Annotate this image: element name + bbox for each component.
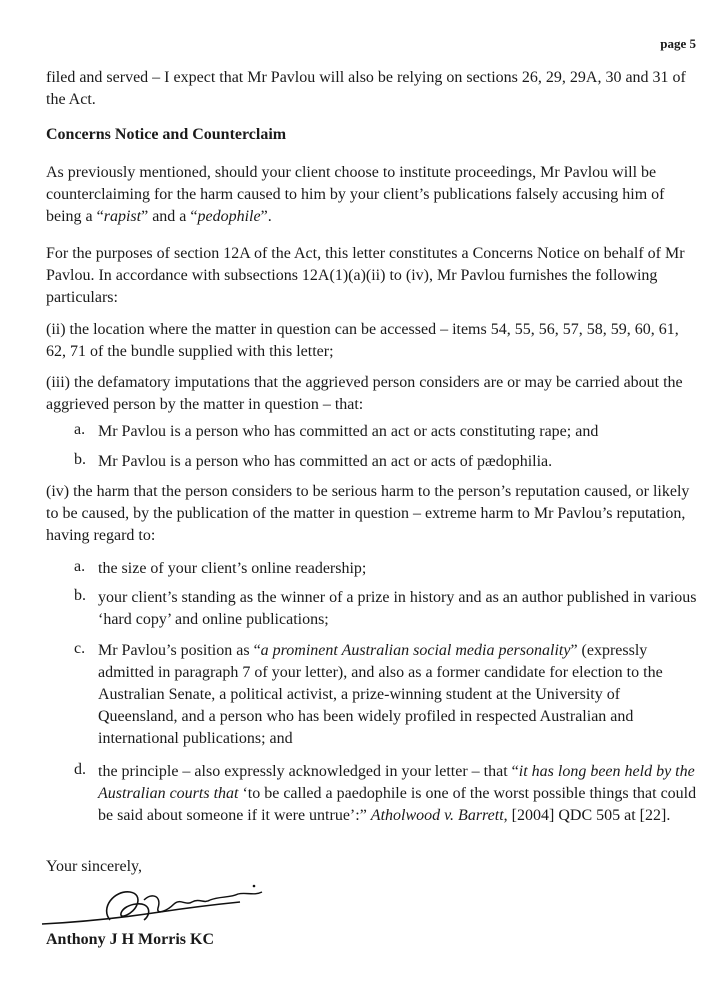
paragraph-harm: (iv) the harm that the person considers to be serious harm to the person’s reputation caused, or likely to be caused, by the publication of the matter in question – extreme harm to Mr Pavlou’s reputation, having regard to: (46, 483, 690, 544)
harm-marker: a. (74, 558, 86, 575)
harm-item: the size of your client’s online readership; (98, 560, 367, 577)
closing-salutation: Your sincerely, (46, 858, 142, 875)
counterclaim-text-end: ”. (260, 208, 272, 225)
harm-c-start: Mr Pavlou’s position as “ (98, 642, 261, 659)
case-citation: , [2004] QDC 505 at [22]. (503, 807, 671, 824)
quoted-term-pedophile: pedophile (197, 208, 261, 225)
paragraph-imputations: (iii) the defamatory imputations that the aggrieved person considers are or may be carried about the aggrieved person by the matter in question – that: (46, 374, 683, 413)
harm-marker: c. (74, 640, 86, 657)
quoted-term-rapist: rapist (103, 208, 142, 225)
section-heading: Concerns Notice and Counterclaim (46, 126, 287, 143)
paragraph-concerns-notice: For the purposes of section 12A of the Act, this letter constitutes a Concerns Notice on behalf of Mr Pavlou. In accordance with subsections 12A(1)(a)(ii) to (iv), Mr Pavlou furnishes the following particulars: (46, 245, 685, 306)
paragraph-location: (ii) the location where the matter in question can be accessed – items 54, 55, 56, 57, 58, 59, 60, 61, 62, 71 of the bundle supplied with this letter; (46, 321, 679, 360)
harm-d-start: the principle – also expressly acknowledged in your letter – that “ (98, 763, 519, 780)
harm-d-italic: it has long been held by the Australian courts that (98, 763, 695, 802)
harm-marker: d. (74, 761, 86, 778)
paragraph-counterclaim (46, 162, 698, 228)
counterclaim-text-mid: ” and a “ (141, 208, 198, 225)
imputation-item: Mr Pavlou is a person who has committed an act or acts constituting rape; and (98, 423, 599, 440)
harm-item: your client’s standing as the winner of a prize in history and as an author published in various ‘hard copy’ and online publications; (98, 589, 697, 628)
harm-marker: b. (74, 587, 86, 604)
harm-c-quote: a prominent Australian social media personality (260, 642, 571, 659)
harm-d-quote: ‘to be called a paedophile is one of the worst possible things that could be said about someone if it were untrue’:” (98, 785, 697, 824)
paragraph-sections: filed and served – I expect that Mr Pavlou will also be relying on sections 26, 29, 29A, 30 and 31 of the Act. (46, 69, 686, 108)
harm-item (98, 761, 698, 827)
case-name: Atholwood v. Barrett (370, 807, 504, 824)
imputation-item: Mr Pavlou is a person who has committed an act or acts of pædophilia. (98, 453, 553, 470)
imputation-marker: b. (74, 451, 86, 468)
counterclaim-text-start: As previously mentioned, should your client choose to institute proceedings, Mr Pavlou will be counterclaiming for the harm caused to him by your client’s publications falsely accusing him of being a “ (46, 164, 665, 225)
harm-item (98, 640, 698, 750)
scan-edge-mark (0, 0, 47, 54)
page-number: page 5 (660, 36, 696, 51)
signatory-name: Anthony J H Morris KC (46, 931, 214, 948)
imputation-marker: a. (74, 421, 86, 438)
harm-c-end: ” (expressly admitted in paragraph 7 of your letter), and also as a former candidate for election to the Australian Senate, a political activist, a prize-winning student at the University of Queensland, and a person who has been widely profiled in respected Australian and international publications; and (98, 642, 663, 747)
